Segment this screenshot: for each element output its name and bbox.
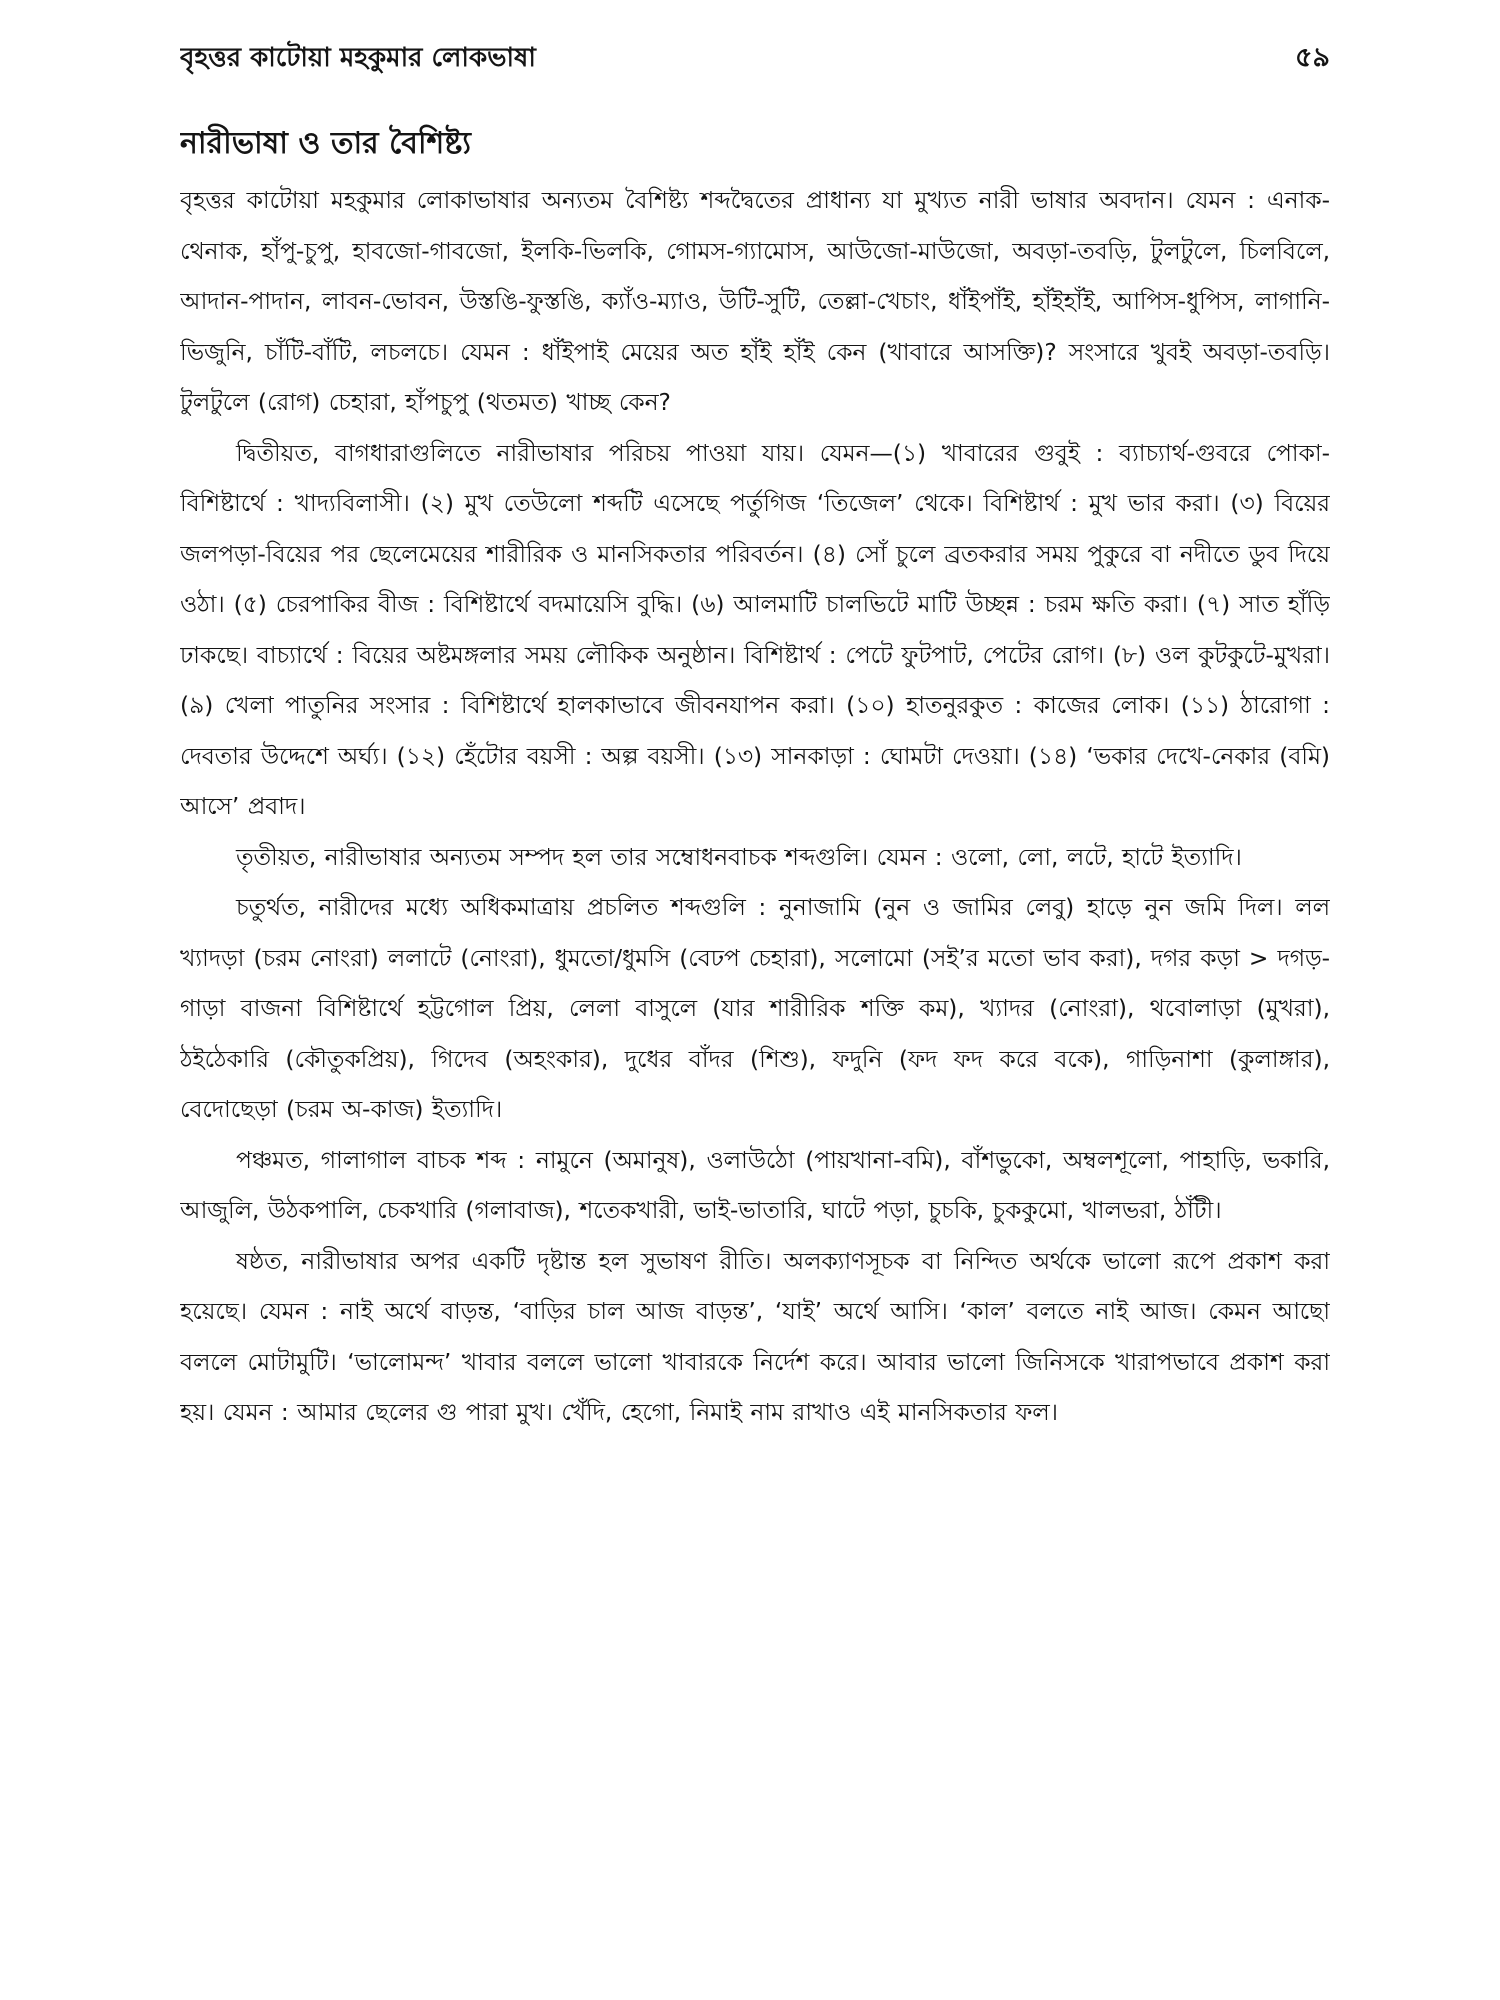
- paragraph-third: তৃতীয়ত, নারীভাষার অন্যতম সম্পদ হল তার সম্বোধনবাচক শব্দগুলি। যেমন : ওলো, লো, লটে, হাটে ইত্যাদি।: [236, 843, 1242, 871]
- book-page: [180, 38, 1330, 1978]
- paragraph-second: দ্বিতীয়ত, বাগধারাগুলিতে নারীভাষার পরিচয় পাওয়া যায়। যেমন—(১) খাবারের গুবুই : ব্যাচ্যার্থ-গুবরে পোকা-বিশিষ্টার্থে : খাদ্যবিলাসী। (২) মুখ তেউলো শব্দটি এসেছে পর্তুগিজ ‘তিজেল’ থেকে। বিশিষ্টার্থ : মুখ ভার করা। (৩) বিয়ের জলপড়া-বিয়ের পর ছেলেমেয়ের শারীরিক ও মানসিকতার পরিবর্তন। (৪) সোঁ চুলে ব্রতকরার সময় পুকুরে বা নদীতে ডুব দিয়ে ওঠা। (৫) চেরপাকির বীজ : বিশিষ্টার্থে বদমায়েসি বুদ্ধি। (৬) আলমাটি চালভিটে মাটি উচ্ছন্ন : চরম ক্ষতি করা। (৭) সাত হাঁড়ি ঢাকছে। বাচ্যার্থে : বিয়ের অষ্টমঙ্গলার সময় লৌকিক অনুষ্ঠান। বিশিষ্টার্থ : পেটে ফুটপাট, পেটের রোগ। (৮) ওল কুটকুটে-মুখরা। (৯) খেলা পাতুনির সংসার : বিশিষ্টার্থে হালকাভাবে জীবনযাপন করা। (১০) হাতনুরকুত : কাজের লোক। (১১) ঠারোগা : দেবতার উদ্দেশে অর্ঘ্য। (১২) হেঁটোর বয়সী : অল্প বয়সী। (১৩) সানকাড়া : ঘোমটা দেওয়া। (১৪) ‘ভকার দেখে-নেকার (বমি) আসে’ প্রবাদ।: [180, 439, 1330, 820]
- paragraph-intro: বৃহত্তর কাটোয়া মহকুমার লোকাভাষার অন্যতম বৈশিষ্ট্য শব্দদ্বৈতের প্রাধান্য যা মুখ্যত নারী ভাষার অবদান। যেমন : এনাক-থেনাক, হাঁপু-চুপু, হাবজো-গাবজো, ইলকি-ভিলকি, গোমস-গ্যামোস, আউজো-মাউজো, অবড়া-তবড়ি, টুলটুলে, চিলবিলে, আদান-পাদান, লাবন-ভোবন, উস্তঙি-ফুস্তঙি, ক্যাঁও-ম্যাও, উটি-সুটি, তেল্লা-খেচাং, ধাঁইপাঁই, হাঁইহাঁই, আপিস-ধুপিস, লাগানি-ভিজুনি, চাঁটি-বাঁটি, লচলচে। যেমন : ধাঁইপাই মেয়ের অত হাঁই হাঁই কেন (খাবারে আসক্তি)? সংসারে খুবই অবড়া-তবড়ি। টুলটুলে (রোগ) চেহারা, হাঁপচুপু (থতমত) খাচ্ছ কেন?: [180, 187, 1330, 416]
- paragraph-sixth: ষষ্ঠত, নারীভাষার অপর একটি দৃষ্টান্ত হল সুভাষণ রীতি। অলক্যাণসূচক বা নিন্দিত অর্থকে ভালো রূপে প্রকাশ করা হয়েছে। যেমন : নাই অর্থে বাড়ন্ত, ‘বাড়ির চাল আজ বাড়ন্ত’, ‘যাই’ অর্থে আসি। ‘কাল’ বলতে নাই আজ। কেমন আছো বললে মোটামুটি। ‘ভালোমন্দ’ খাবার বললে ভালো খাবারকে নির্দেশ করে। আবার ভালো জিনিসকে খারাপভাবে প্রকাশ করা হয়। যেমন : আমার ছেলের গু পারা মুখ। খেঁদি, হেগো, নিমাই নাম রাখাও এই মানসিকতার ফল।: [180, 1247, 1330, 1426]
- running-header-title: বৃহত্তর কাটোয়া মহকুমার লোকভাষা: [180, 43, 536, 73]
- running-header: [180, 38, 1330, 78]
- paragraph-fourth: চতুর্থত, নারীদের মধ্যে অধিকমাত্রায় প্রচলিত শব্দগুলি : নুনাজামি (নুন ও জামির লেবু) হাড়ে নুন জমি দিল। লল খ্যাদড়া (চরম নোংরা) ললাটে (নোংরা), ধুমতো/ধুমসি (বেঢপ চেহারা), সলোমো (সই’র মতো ভাব করা), দগর কড়া > দগড়-গাড়া বাজনা বিশিষ্টার্থে হট্টগোল প্রিয়, লেলা বাসুলে (যার শারীরিক শক্তি কম), খ্যাদর (নোংরা), থবোলাড়া (মুখরা), ঠইঠেকারি (কৌতুকপ্রিয়), গিদেব (অহংকার), দুধের বাঁদর (শিশু), ফদুনি (ফদ ফদ করে বকে), গাড়িনাশা (কুলাঙ্গার), বেদোছেড়া (চরম অ-কাজ) ইত্যাদি।: [180, 894, 1330, 1123]
- page-number: ৫৯: [1294, 42, 1330, 73]
- paragraph-fifth: পঞ্চমত, গালাগাল বাচক শব্দ : নামুনে (অমানুষ), ওলাউঠো (পায়খানা-বমি), বাঁশভুকো, অম্বলশূলো, পাহাড়ি, ভকারি, আজুলি, উঠকপালি, চেকখারি (গলাবাজ), শতেকখারী, ভাই-ভাতারি, ঘাটে পড়া, চুচকি, চুককুমো, খালভরা, ঠাঁটী।: [180, 1146, 1330, 1224]
- section-title: নারীভাষা ও তার বৈশিষ্ট্য: [180, 126, 471, 161]
